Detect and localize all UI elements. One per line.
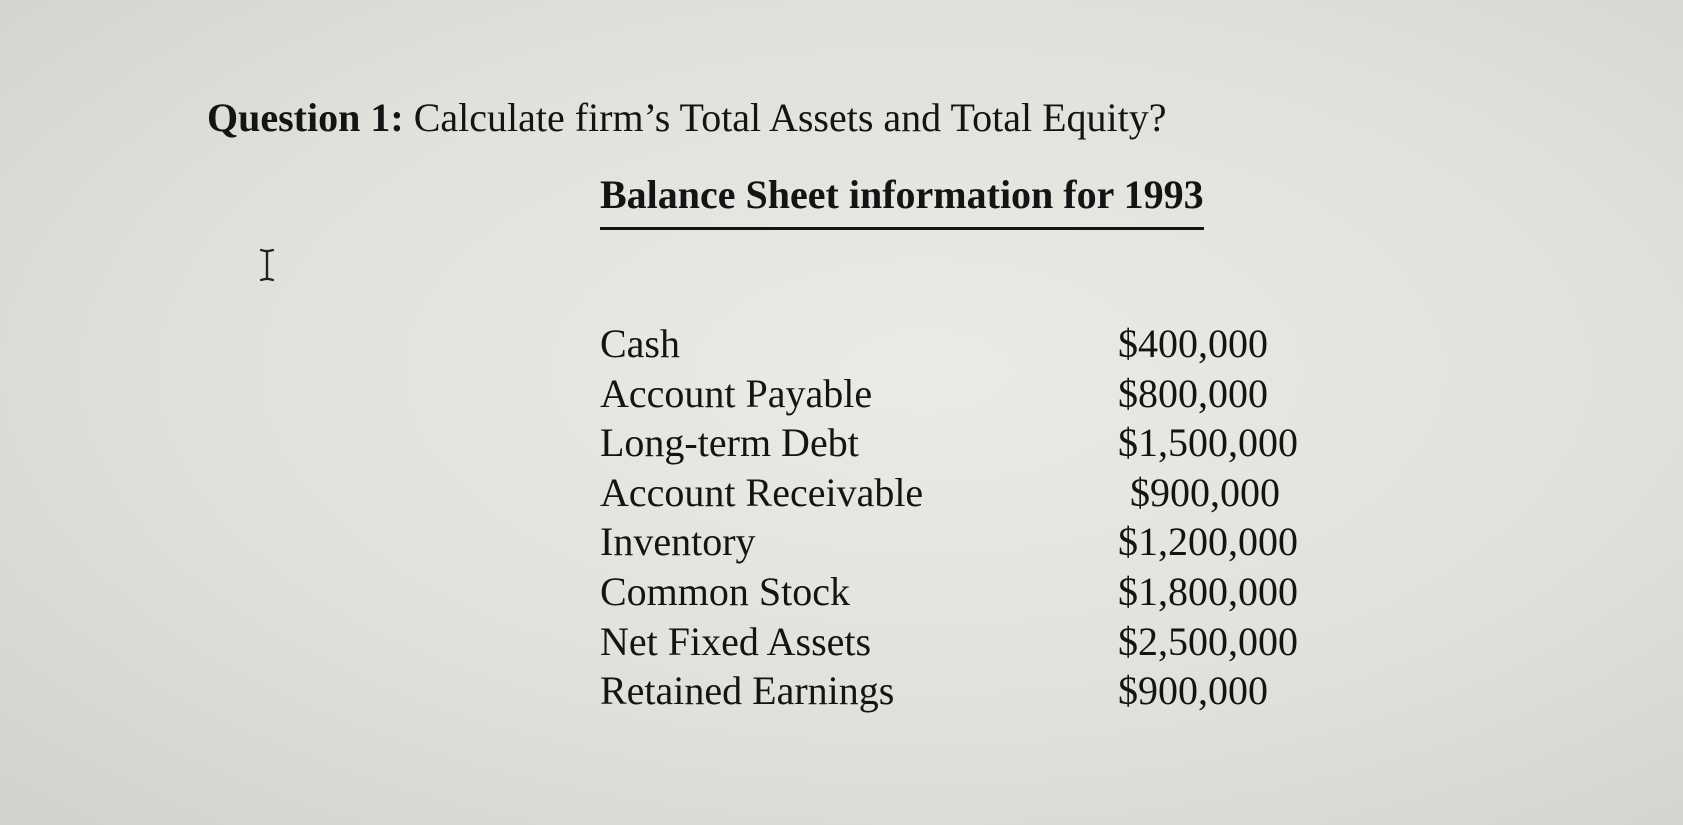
item-amount: $800,000 bbox=[1118, 370, 1268, 416]
question-number: Question 1: bbox=[207, 95, 404, 140]
item-label: Common Stock bbox=[600, 568, 851, 614]
item-amount: $1,200,000 bbox=[1118, 519, 1298, 565]
list-item bbox=[600, 319, 1320, 369]
text-cursor-icon bbox=[252, 245, 282, 285]
item-label: Inventory bbox=[600, 519, 756, 565]
item-amount: $1,500,000 bbox=[1118, 420, 1298, 466]
item-label: Net Fixed Assets bbox=[600, 618, 872, 664]
list-item bbox=[600, 418, 1320, 468]
item-label: Long-term Debt bbox=[600, 420, 859, 466]
list-item bbox=[600, 666, 1320, 716]
item-amount: $400,000 bbox=[1118, 321, 1268, 366]
balance-sheet-items bbox=[600, 319, 1320, 716]
item-amount: $1,800,000 bbox=[1118, 568, 1298, 614]
question-line bbox=[207, 88, 1166, 148]
list-item bbox=[600, 517, 1320, 567]
list-item bbox=[600, 369, 1320, 419]
list-item bbox=[600, 468, 1320, 518]
item-amount: $900,000 bbox=[1118, 668, 1268, 714]
item-label: Account Receivable bbox=[600, 469, 924, 515]
question-text: Calculate firm’s Total Assets and Total Equity? bbox=[403, 95, 1167, 140]
item-label: Account Payable bbox=[600, 370, 873, 416]
list-item bbox=[600, 567, 1320, 617]
balance-sheet-title: Balance Sheet information for 1993 bbox=[600, 167, 1204, 230]
item-label: Cash bbox=[600, 321, 680, 366]
item-label: Retained Earnings bbox=[600, 668, 895, 714]
item-amount: $2,500,000 bbox=[1118, 618, 1298, 664]
item-amount: $900,000 bbox=[1130, 469, 1280, 515]
list-item bbox=[600, 617, 1320, 667]
